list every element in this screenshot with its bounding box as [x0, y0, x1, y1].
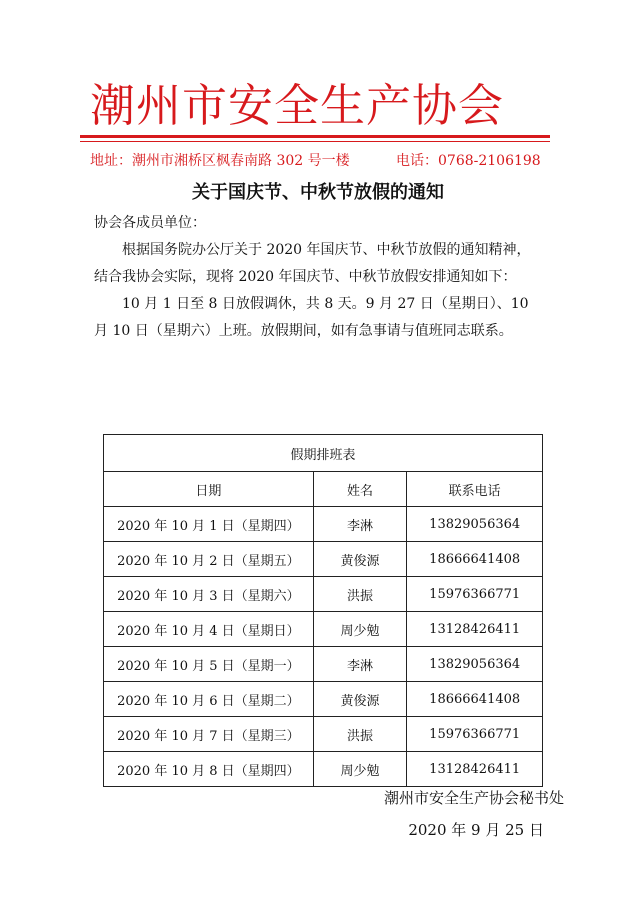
table-row	[104, 577, 543, 612]
row-date: 2020 年 10 月 6 日（星期二）	[104, 682, 314, 717]
row-name: 黄俊源	[313, 542, 407, 577]
row-phone: 18666641408	[407, 682, 543, 717]
footer-signature: 潮州市安全生产协会秘书处	[383, 789, 564, 807]
row-phone: 15976366771	[407, 577, 543, 612]
table-row	[104, 682, 543, 717]
header-date: 日期	[104, 472, 314, 507]
table-row	[104, 542, 543, 577]
table-caption: 假期排班表	[104, 435, 543, 472]
table-row	[104, 612, 543, 647]
notice-body	[94, 210, 544, 345]
table-row	[104, 507, 543, 542]
row-date: 2020 年 10 月 5 日（星期一）	[104, 647, 314, 682]
body-paragraph-2: 10 月 1 日至 8 日放假调休，共 8 天。9 月 27 日（星期日）、10 月 10 日（星期六）上班。放假期间，如有急事请与值班同志联系。	[94, 296, 529, 339]
row-name: 李淋	[313, 507, 407, 542]
letterhead-rule-thick	[80, 135, 550, 138]
header-phone: 联系电话	[407, 472, 543, 507]
table-row	[104, 647, 543, 682]
footer-date: 2020 年 9 月 25 日	[408, 821, 544, 839]
row-name: 洪振	[313, 577, 407, 612]
row-date: 2020 年 10 月 7 日（星期三）	[104, 717, 314, 752]
row-date: 2020 年 10 月 1 日（星期四）	[104, 507, 314, 542]
row-phone: 15976366771	[407, 717, 543, 752]
table-header-row	[104, 472, 543, 507]
row-date: 2020 年 10 月 8 日（星期四）	[104, 752, 314, 787]
salutation: 协会各成员单位：	[94, 215, 206, 231]
contact-line	[90, 151, 545, 171]
row-phone: 13128426411	[407, 612, 543, 647]
row-phone: 13128426411	[407, 752, 543, 787]
address-text: 地址：潮州市湘桥区枫春南路 302 号一楼	[90, 153, 350, 169]
notice-title: 关于国庆节、中秋节放假的通知	[192, 182, 444, 203]
row-date: 2020 年 10 月 2 日（星期五）	[104, 542, 314, 577]
table-caption-row	[104, 435, 543, 472]
row-phone: 13829056364	[407, 507, 543, 542]
row-date: 2020 年 10 月 3 日（星期六）	[104, 577, 314, 612]
table-row	[104, 752, 543, 787]
row-name: 黄俊源	[313, 682, 407, 717]
row-phone: 18666641408	[407, 542, 543, 577]
table-row	[104, 717, 543, 752]
header-name: 姓名	[313, 472, 407, 507]
row-date: 2020 年 10 月 4 日（星期日）	[104, 612, 314, 647]
row-name: 周少勉	[313, 752, 407, 787]
row-phone: 13829056364	[407, 647, 543, 682]
holiday-schedule-table	[103, 434, 543, 787]
letterhead-rule-thin	[80, 141, 550, 142]
org-title: 潮州市安全生产协会	[90, 79, 505, 132]
body-paragraph-1: 根据国务院办公厅关于 2020 年国庆节、中秋节放假的通知精神，结合我协会实际，现将 2020 年国庆节、中秋节放假安排通知如下：	[94, 242, 531, 285]
row-name: 周少勉	[313, 612, 407, 647]
row-name: 洪振	[313, 717, 407, 752]
phone-text: 电话：0768-2106198	[396, 153, 541, 169]
row-name: 李淋	[313, 647, 407, 682]
